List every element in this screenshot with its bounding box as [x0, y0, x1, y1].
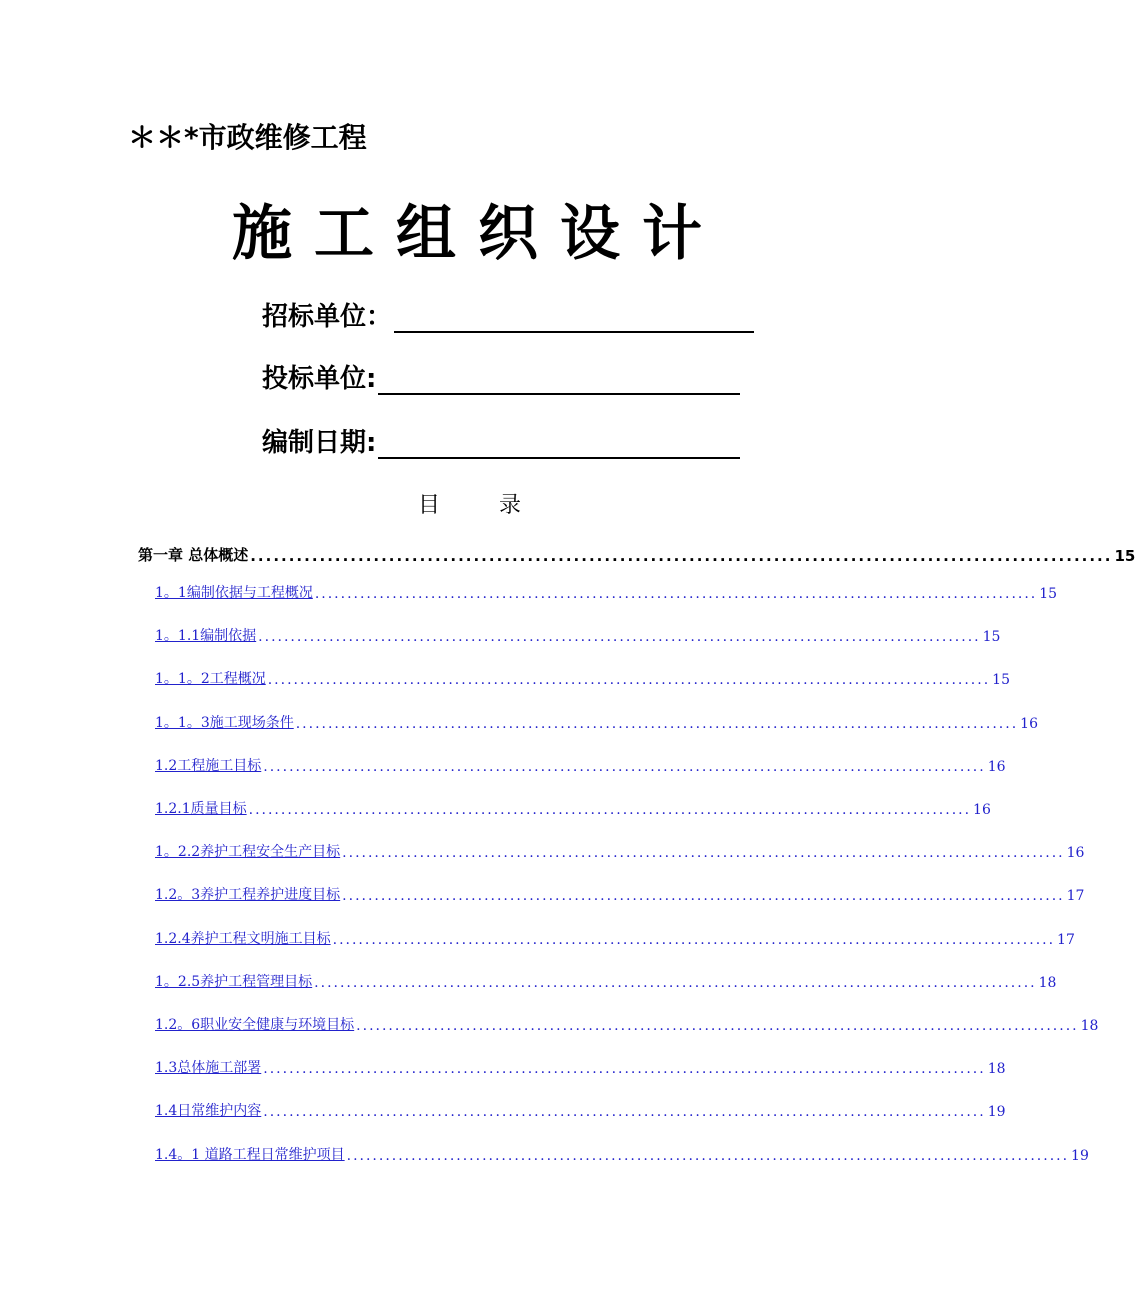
toc-entry-link[interactable] [155, 971, 1057, 991]
toc-entry-link[interactable] [155, 798, 991, 818]
toc-page-number: 15 [1114, 547, 1135, 565]
toc-entry-label: 1.2。3养护工程养护进度目标 [155, 887, 341, 904]
toc-page-number: 18 [1038, 974, 1057, 991]
toc-entry-link[interactable] [155, 582, 1058, 602]
toc-page-number: 16 [1066, 845, 1085, 862]
bidder-unit-field [262, 358, 740, 395]
toc-entry-link[interactable] [155, 1144, 1089, 1164]
toc-page-number: 15 [1039, 586, 1058, 602]
toc-leader-dots: ................................................................................................................ [263, 1104, 986, 1121]
toc-page-number: 16 [973, 802, 991, 818]
toc-entry-label: 1.3总体施工部署 [155, 1060, 262, 1077]
tender-unit-label: 招标单位： [262, 302, 393, 332]
toc-entry-label: 1。1.1编制依据 [155, 628, 257, 645]
toc-leader-dots: ................................................................................................................ [258, 629, 981, 646]
toc-page-number: 15 [982, 629, 1001, 646]
project-title: ＊＊*市政维修工程 [128, 121, 367, 154]
toc-leader-dots: ................................................................................................................ [248, 802, 972, 818]
toc-entry-label: 1。2.2养护工程安全生产目标 [155, 844, 341, 861]
toc-entry-label: 1.2.1质量目标 [155, 801, 247, 817]
toc-entry-link[interactable] [155, 625, 1001, 646]
tender-unit-field [262, 296, 754, 333]
toc-leader-dots: ................................................................................................................ [314, 974, 1037, 991]
compile-date-blank-line [378, 429, 740, 459]
compile-date-field [262, 422, 740, 459]
toc-leader-dots: ................................................................................................................ [342, 845, 1065, 862]
toc-page-number: 17 [1066, 888, 1085, 905]
compile-date-label: 编制日期: [262, 428, 377, 458]
toc-page-number: 15 [992, 672, 1010, 689]
toc-page-number: 16 [1020, 715, 1038, 732]
toc-entry-label: 1.2.4养护工程文明施工目标 [155, 930, 331, 947]
toc-leader-dots: ................................................................................................................ [356, 1018, 1079, 1034]
bidder-unit-label: 投标单位: [262, 364, 377, 394]
toc-entry-link[interactable] [155, 1057, 1006, 1078]
toc-entry-label: 1。2.5养护工程管理目标 [155, 973, 313, 990]
toc-entry-label: 1.2工程施工目标 [155, 757, 262, 774]
toc-entry-link[interactable] [155, 928, 1075, 948]
toc-leader-dots: ................................................................................................................ [342, 888, 1065, 905]
toc-entry-link[interactable] [155, 841, 1085, 862]
toc-entry-link[interactable] [155, 1014, 1099, 1034]
toc-entry-link[interactable] [155, 712, 1038, 732]
toc-entry-link[interactable] [155, 1100, 1006, 1121]
toc-page-number: 17 [1057, 931, 1075, 948]
toc-entry-label: 1。1。3施工现场条件 [155, 714, 294, 731]
toc-entry-label: 1。1。2工程概况 [155, 671, 266, 688]
toc-leader-dots: ................................................................................................................ [295, 715, 1019, 732]
toc-entry-label: 1.4日常维护内容 [155, 1103, 262, 1120]
toc-chapter-entry [138, 544, 1135, 565]
toc-entry-link[interactable] [155, 755, 1006, 775]
toc-page-number: 16 [987, 758, 1006, 775]
bidder-unit-blank-line [378, 365, 740, 395]
toc-page-number: 19 [987, 1104, 1006, 1121]
toc-entry-label: 1。1编制依据与工程概况 [155, 585, 313, 601]
document-title: 施工组织设计 [232, 199, 724, 269]
toc-entry-link[interactable] [155, 884, 1085, 905]
toc-leader-dots: ................................................................................................................ [314, 586, 1038, 602]
toc-leader-dots: ................................................................................................................ [263, 758, 986, 775]
toc-page-number: 18 [1080, 1018, 1099, 1034]
toc-title: 目 录 [418, 493, 547, 518]
toc-leader-dots: ................................................................................................................ [346, 1147, 1070, 1164]
toc-entry-label: 第一章 总体概述 [138, 546, 249, 564]
toc-entry-link[interactable] [155, 668, 1010, 689]
toc-leader-dots: ................................................................................................................ [263, 1061, 986, 1078]
toc-leader-dots: ................................................................................................................ [332, 931, 1056, 948]
toc-leader-dots: ................................................................................................................ [267, 672, 991, 689]
toc-leader-dots: ................................................................................................................ [250, 547, 1113, 565]
tender-unit-blank-line [394, 303, 754, 333]
toc-page-number: 19 [1071, 1147, 1089, 1164]
toc-entry-label: 1.4。1 道路工程日常维护项目 [155, 1146, 345, 1163]
toc-page-number: 18 [987, 1061, 1006, 1078]
toc-entry-label: 1.2。6职业安全健康与环境目标 [155, 1017, 355, 1033]
